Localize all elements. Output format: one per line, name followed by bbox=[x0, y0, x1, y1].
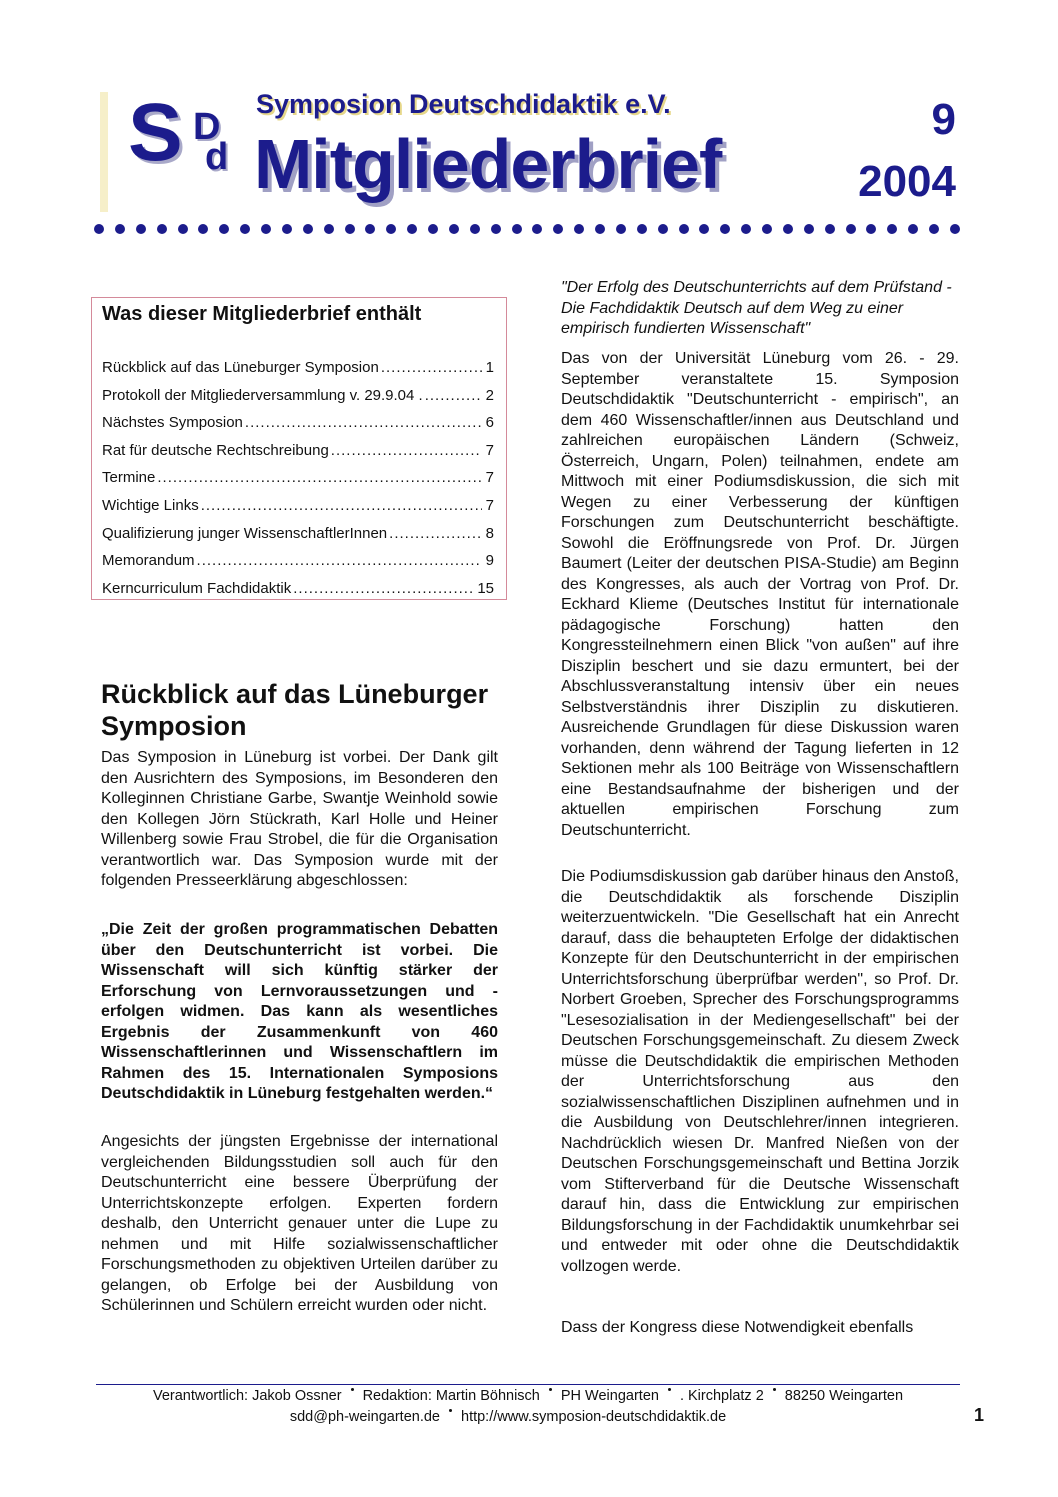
divider-dot bbox=[115, 224, 125, 234]
toc-entry-page: 7 bbox=[485, 496, 494, 514]
divider-dot bbox=[720, 224, 730, 234]
toc-entry bbox=[102, 354, 494, 382]
footer-item: 88250 Weingarten bbox=[784, 1388, 904, 1404]
toc-leader-dots bbox=[157, 464, 482, 492]
toc-leader-dots bbox=[331, 437, 482, 465]
toc-entry-label: Protokoll der Mitgliederversammlung v. 29.9.04 . bbox=[102, 386, 423, 404]
footer-item: PH Weingarten bbox=[560, 1388, 659, 1404]
issue-number: 9 bbox=[931, 95, 956, 144]
divider-dot bbox=[908, 224, 918, 234]
divider-dot bbox=[94, 224, 104, 234]
article-subtitle-quote: "Der Erfolg des Deutschunterrichts auf dem Prüfstand - Die Fachdidaktik Deutsch auf dem Weg zu einer empirisch fundierten Wissenschaft" bbox=[561, 279, 952, 337]
divider-dot bbox=[345, 224, 355, 234]
divider-dot bbox=[365, 224, 375, 234]
toc-leader-dots bbox=[389, 520, 482, 548]
footer-separator bbox=[773, 1388, 776, 1391]
logo-accent-bar bbox=[100, 92, 108, 212]
toc-entry bbox=[102, 547, 494, 575]
divider-dot bbox=[950, 224, 960, 234]
toc-leader-dots bbox=[381, 354, 482, 382]
divider-dot bbox=[219, 224, 229, 234]
toc-leader-dots bbox=[425, 382, 482, 410]
press-release-quote: „Die Zeit der großen programmatischen Debatten über den Deutschunterricht ist vorbei. Die Wissenschaft will sich künftig stärker der Erforschung von Lernvoraussetzungen und -erfolgen widmen. Das kann als wesentliches Ergebnis der Zusammenkunft von 460 Wissenschaftlerinnen und Wissenschaftlern im Rahmen des 15. Internationalen Symposions Deutschdidaktik in Lüneburg festgehalten werden.“ bbox=[101, 921, 498, 1102]
divider-dot bbox=[491, 224, 501, 234]
toc-entry-page: 15 bbox=[477, 579, 494, 597]
divider-dot bbox=[386, 224, 396, 234]
divider-dot bbox=[679, 224, 689, 234]
divider-dot bbox=[240, 224, 250, 234]
footer-item: . Kirchplatz 2 bbox=[679, 1388, 764, 1404]
toc-list bbox=[102, 354, 494, 602]
toc-entry bbox=[102, 464, 494, 492]
toc-entry-label: Rückblick auf das Lüneburger Symposion bbox=[102, 359, 379, 376]
divider-dot bbox=[157, 224, 167, 234]
divider-dot bbox=[407, 224, 417, 234]
toc-entry-page: 2 bbox=[485, 386, 494, 404]
divider-dot bbox=[637, 224, 647, 234]
newsletter-title: Mitgliederbrief bbox=[254, 125, 722, 203]
footer-item: Verantwortlich: Jakob Ossner bbox=[152, 1388, 342, 1404]
divider-dot bbox=[303, 224, 313, 234]
toc-entry-label: Wichtige Links bbox=[102, 496, 199, 514]
divider-dot bbox=[532, 224, 542, 234]
toc-entry-label: Rat für deutsche Rechtschreibung bbox=[102, 441, 329, 459]
article-paragraph-intro: Das Symposion in Lüneburg ist vorbei. Der Dank gilt den Ausrichtern des Symposions, im Besonderen den Kolleginnen Christiane Garbe, Swantje Weinhold sowie den Kollegen Jörn Stückrath, Karl Holle und Heiner Willenberg sowie Frau Strobel, die für die Organisation verantwortlich war. Das Symposion wurde mit der folgenden Presseerklärung abgeschlossen: bbox=[101, 749, 498, 889]
toc-leader-dots bbox=[293, 575, 475, 603]
footer-contact bbox=[96, 1408, 960, 1426]
toc-entry bbox=[102, 492, 494, 520]
toc-entry bbox=[102, 520, 494, 548]
divider-dot bbox=[887, 224, 897, 234]
toc-entry-page: 8 bbox=[485, 524, 494, 542]
divider-dot bbox=[282, 224, 292, 234]
divider-dot bbox=[470, 224, 480, 234]
divider-dot bbox=[762, 224, 772, 234]
logo-letter-d-upper: D bbox=[193, 106, 221, 148]
logo-letter-d-lower: d bbox=[205, 136, 229, 178]
masthead bbox=[0, 0, 1058, 250]
divider-dot bbox=[658, 224, 668, 234]
footer-separator bbox=[449, 1409, 452, 1412]
toc-entry-label: Kerncurriculum Fachdidaktik bbox=[102, 579, 292, 597]
toc-entry-label: Termine bbox=[102, 469, 156, 487]
divider-dot bbox=[574, 224, 584, 234]
divider-dot bbox=[324, 224, 334, 234]
divider-dot bbox=[741, 224, 751, 234]
toc-entry bbox=[102, 437, 494, 465]
footer-separator bbox=[549, 1388, 552, 1391]
toc-entry-label: Memorandum bbox=[102, 552, 195, 570]
page-number: 1 bbox=[973, 1405, 984, 1425]
issue-year: 2004 bbox=[858, 157, 956, 206]
divider-dot bbox=[825, 224, 835, 234]
article-heading: Rückblick auf das Lüneburger Symposion bbox=[101, 679, 489, 741]
article-paragraph: Angesichts der jüngsten Ergebnisse der international vergleichenden Bildungsstudien soll auch für den Deutschunterricht eine bessere Überprüfung der Unterrichtskonzepte erfolgen. Experten fordern deshalb, den Unterricht genauer unter die Lupe zu nehmen und mit Hilfe sozialwissenschaftlicher Forschungsmethoden zu objektiven Urteilen darüber zu gelangen, ob Erfolge bei der Ausbildung von Schülerinnen und Schülern erreicht wurden oder nicht. bbox=[101, 1133, 498, 1314]
footer-rule bbox=[96, 1384, 960, 1385]
toc-entry bbox=[102, 382, 494, 410]
divider-dot bbox=[595, 224, 605, 234]
footer-item: Redaktion: Martin Böhnisch bbox=[362, 1388, 540, 1404]
divider-dot bbox=[699, 224, 709, 234]
toc-leader-dots bbox=[197, 547, 482, 575]
toc-entry-page: 7 bbox=[485, 441, 494, 459]
divider-dot bbox=[136, 224, 146, 234]
toc-entry-page: 7 bbox=[485, 469, 494, 487]
toc-entry-label: Nächstes Symposion bbox=[102, 414, 243, 432]
divider-dot bbox=[783, 224, 793, 234]
association-name: Symposion Deutschdidaktik e.V. bbox=[256, 89, 671, 119]
divider-dot bbox=[866, 224, 876, 234]
divider-dot bbox=[616, 224, 626, 234]
table-of-contents bbox=[91, 297, 507, 600]
divider-dot bbox=[846, 224, 856, 234]
divider-dot bbox=[449, 224, 459, 234]
dotted-divider bbox=[94, 224, 960, 236]
divider-dot bbox=[929, 224, 939, 234]
toc-entry-label: Qualifizierung junger WissenschaftlerInnen bbox=[102, 524, 388, 542]
article-paragraph: Dass der Kongress diese Notwendigkeit ebenfalls bbox=[561, 1319, 914, 1336]
divider-dot bbox=[428, 224, 438, 234]
toc-entry-page: 9 bbox=[485, 552, 494, 570]
logo-letter-s: S bbox=[128, 87, 183, 178]
article-paragraph: Das von der Universität Lüneburg vom 26. - 29. September veranstaltete 15. Symposion Deutschdidaktik "Deutschunterricht - empirisch", an dem 460 Wissenschaftler/innen aus Deutschland und zahlreichen europäischen Ländern (Schweiz, Österreich, Ungarn, Polen) teilnahmen, endete am Mittwoch mit einer Podiumsdiskussion, die sich mit Wegen zu einer Verbesserung der künftigen Forschungen zum Deutschunterricht beschäftigte. Sowohl die Eröffnungsrede von Prof. Dr. Jürgen Baumert (Leiter der deutschen PISA-Studie) am Beginn des Kongresses, als auch der Vortrag von Prof. Dr. Eckhard Klieme (Deutsches Institut für internationale pädagogische Forschung) hatten den Kongressteilnehmern einen Blick "von außen" auf ihre Disziplin beschert und sie dazu ermuntert, bei der Abschlussveranstaltung intensiv über ein neues Selbstverständnis ihrer Disziplin zu diskutieren. Ausreichende Grundlagen für diese Diskussion waren vorhanden, denn während der Tagung lieferten in 12 Sektionen mehr als 100 Beiträge von Wissenschaftlern eine Bestandsaufnahme der bisherigen und der aktuellen empirischen Forschung zum Deutschunterricht. bbox=[561, 350, 959, 839]
toc-leader-dots bbox=[201, 492, 482, 520]
footer-item: http://www.symposion-deutschdidaktik.de bbox=[461, 1409, 727, 1425]
toc-entry bbox=[102, 409, 494, 437]
divider-dot bbox=[198, 224, 208, 234]
toc-entry-page: 6 bbox=[485, 414, 494, 432]
toc-title: Was dieser Mitgliederbrief enthält bbox=[102, 303, 422, 325]
toc-entry-page: 1 bbox=[485, 359, 494, 376]
toc-leader-dots bbox=[245, 409, 482, 437]
article-paragraph: Die Podiumsdiskussion gab darüber hinaus den Anstoß, die Deutschdidaktik als forschende Disziplin weiterzuentwickeln. "Die Gesellschaft hat ein Anrecht darauf, dass die behaupteten Erfolge der didaktischen Konzepte für den Deutschunterricht in der empirischen Unterrichtsforschung überprüfbar werden", so Prof. Dr. Norbert Groeben, Sprecher des Forschungsprogramms "Lesesozialisation in der Mediengesellschaft" bei der Deutschen Forschungsgemeinschaft. Zu diesem Zweck müsse die Deutschdidaktik die empirischen Methoden der Unterrichtsforschung aus den sozialwissenschaftlichen Disziplinen aufnehmen und in die Ausbildung von Deutschlehrer/innen integrieren. Nachdrücklich wiesen Dr. Manfred Nießen von der Deutschen Forschungsgemeinschaft und Bettina Jorzik vom Stifterverband für die Deutsche Wissenschaft darauf hin, dass die Entwicklung zur empirischen Bildungsforschung in der Fachdidaktik unumkehrbar sei und entweder mit oder ohne die Deutschdidaktik vollzogen werde. bbox=[561, 868, 959, 1275]
footer-item: sdd@ph-weingarten.de bbox=[289, 1409, 440, 1425]
footer-imprint bbox=[96, 1387, 960, 1405]
divider-dot bbox=[178, 224, 188, 234]
footer-separator bbox=[351, 1388, 354, 1391]
divider-dot bbox=[261, 224, 271, 234]
divider-dot bbox=[804, 224, 814, 234]
toc-entry bbox=[102, 575, 494, 603]
divider-dot bbox=[512, 224, 522, 234]
footer-separator bbox=[668, 1388, 671, 1391]
divider-dot bbox=[553, 224, 563, 234]
